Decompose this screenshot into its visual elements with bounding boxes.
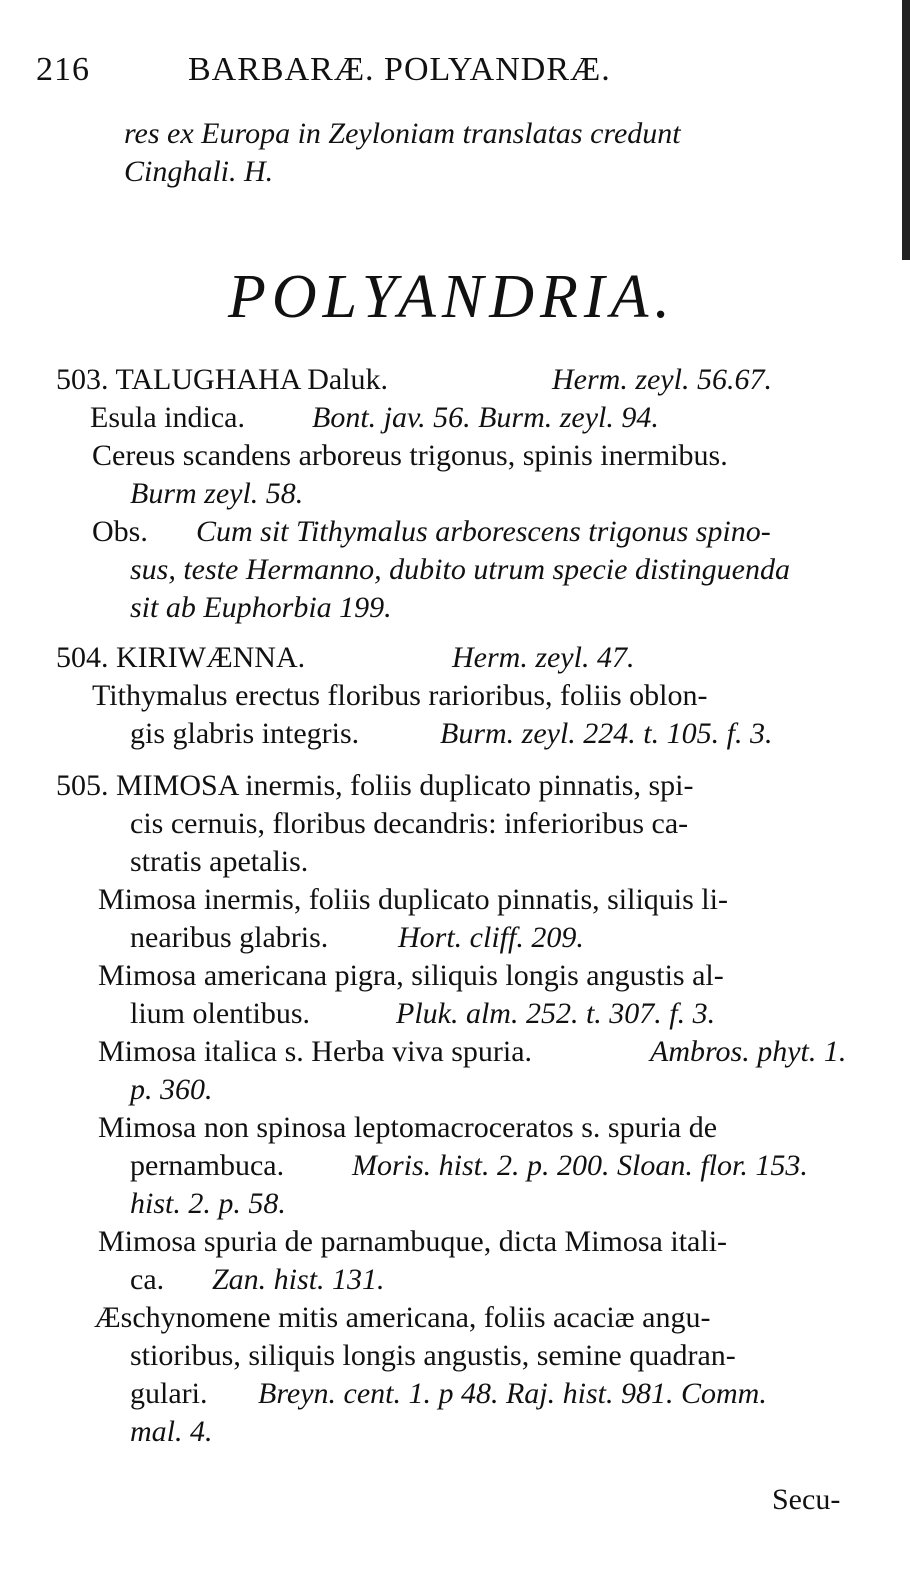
reference: Burm. zeyl. 224. t. 105. f. 3.: [440, 717, 773, 750]
text-line: gulari.: [130, 1377, 208, 1410]
text-line: sit ab Euphorbia 199.: [130, 591, 392, 624]
observation-label: Obs.: [92, 515, 148, 548]
text-line: Æschynomene mitis americana, foliis acaciæ angu-: [94, 1301, 711, 1334]
reference: Ambros. phyt. 1.: [650, 1035, 847, 1068]
reference: Breyn. cent. 1. p 48. Raj. hist. 981. Comm.: [258, 1377, 767, 1410]
text-line: lium olentibus.: [130, 997, 310, 1030]
page-number: 216: [36, 51, 90, 88]
text-line: nearibus glabris.: [130, 921, 329, 954]
reference: Burm zeyl. 58.: [130, 477, 304, 510]
entry-504-reference: Herm. zeyl. 47.: [452, 641, 635, 674]
running-title: BARBARÆ. POLYANDRÆ.: [188, 51, 611, 88]
text-line: Mimosa inermis, foliis duplicato pinnatis, siliquis li-: [98, 883, 728, 916]
reference: hist. 2. p. 58.: [130, 1187, 286, 1220]
text-line: pernambuca.: [130, 1149, 285, 1182]
text-line: sus, teste Hermanno, dubito utrum specie distinguenda: [130, 553, 790, 586]
text-line: ca.: [130, 1263, 165, 1296]
text-line: Cereus scandens arboreus trigonus, spinis inermibus.: [92, 439, 728, 472]
text-line: Mimosa americana pigra, siliquis longis angustis al-: [98, 959, 724, 992]
text-line: Esula indica.: [90, 401, 245, 434]
entry-504-heading: 504. KIRIWÆNNA.: [56, 641, 306, 674]
text-line: gis glabris integris.: [130, 717, 360, 750]
text-line: Mimosa italica s. Herba viva spuria.: [98, 1035, 533, 1068]
reference: Moris. hist. 2. p. 200. Sloan. flor. 153.: [352, 1149, 808, 1182]
entry-503-heading: 503. TALUGHAHA Daluk.: [56, 363, 389, 396]
reference: mal. 4.: [130, 1415, 213, 1448]
reference: Hort. cliff. 209.: [398, 921, 584, 954]
reference: p. 360.: [130, 1073, 213, 1106]
text-line: Cum sit Tithymalus arborescens trigonus spino-: [196, 515, 771, 548]
entry-503-reference: Herm. zeyl. 56.67.: [552, 363, 772, 396]
text-line: stratis apetalis.: [130, 845, 309, 878]
reference: Bont. jav. 56. Burm. zeyl. 94.: [312, 401, 659, 434]
reference: Pluk. alm. 252. t. 307. f. 3.: [396, 997, 716, 1030]
text-line: Cinghali. H.: [124, 155, 274, 188]
text-line: stioribus, siliquis longis angustis, semine quadran-: [130, 1339, 736, 1372]
text-line: Mimosa non spinosa leptomacroceratos s. spuria de: [98, 1111, 718, 1144]
text-line: res ex Europa in Zeyloniam translatas credunt: [124, 117, 681, 150]
section-title: POLYANDRIA.: [228, 263, 676, 331]
text-line: Mimosa spuria de parnambuque, dicta Mimosa itali-: [98, 1225, 728, 1258]
entry-505-heading: 505. MIMOSA inermis, foliis duplicato pinnatis, spi-: [56, 769, 694, 802]
catchword: Secu-: [772, 1483, 841, 1516]
text-line: Tithymalus erectus floribus rarioribus, foliis oblon-: [92, 679, 708, 712]
text-line: cis cernuis, floribus decandris: inferioribus ca-: [130, 807, 689, 840]
reference: Zan. hist. 131.: [212, 1263, 385, 1296]
